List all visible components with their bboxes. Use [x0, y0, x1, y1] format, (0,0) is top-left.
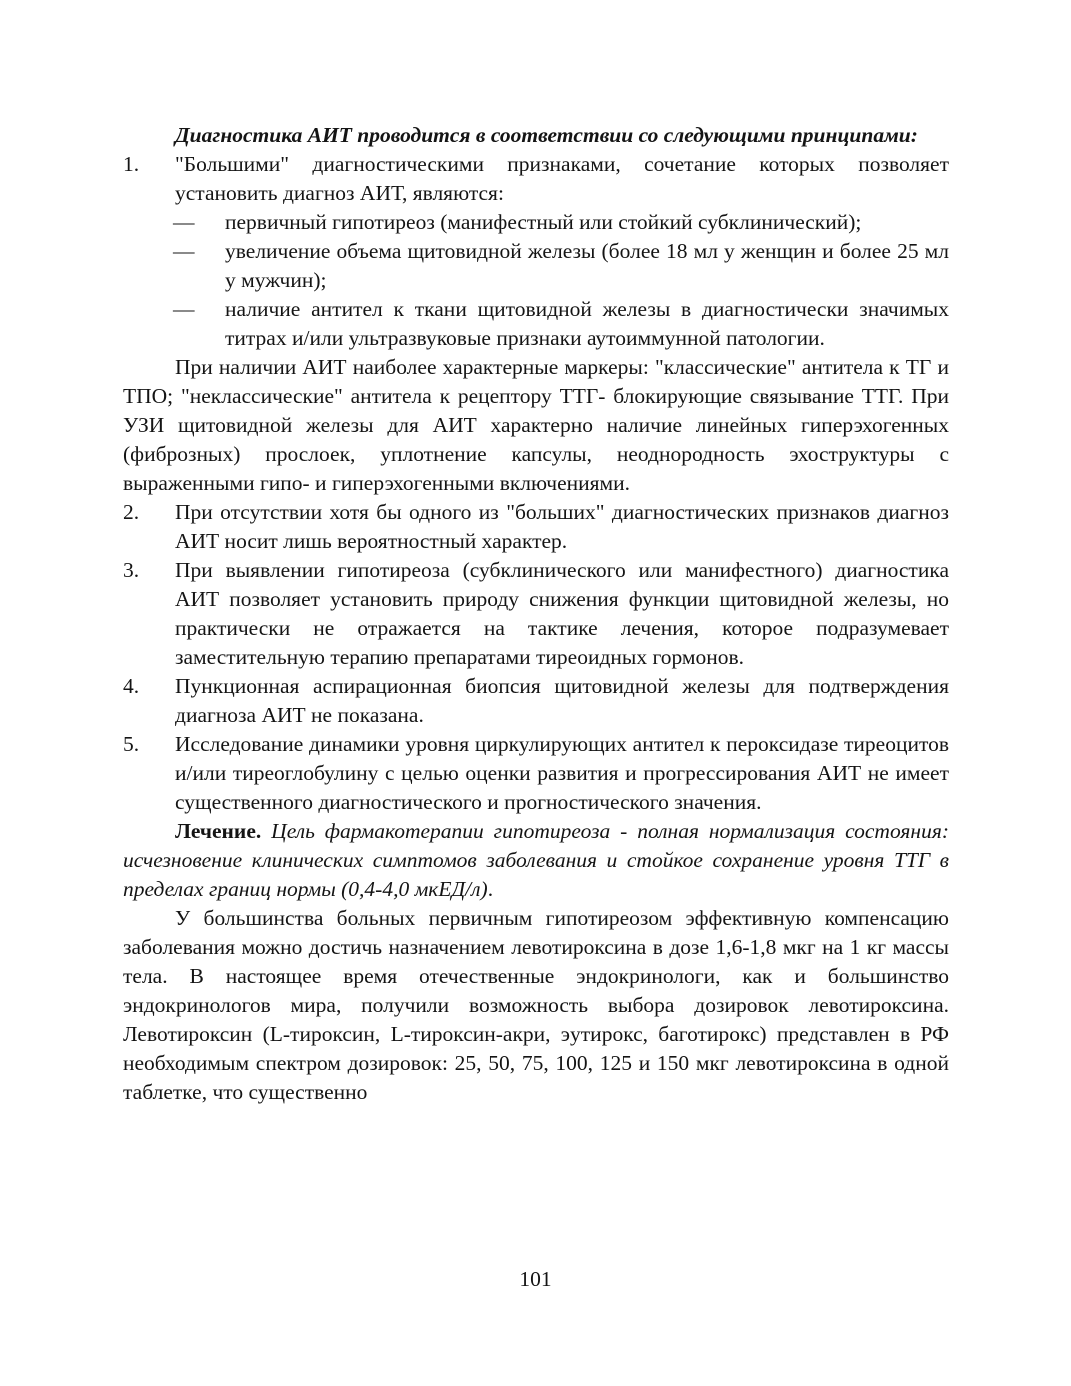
list-item-1 [123, 150, 949, 208]
list-item-text: "Большими" диагностическими признаками, сочетание которых позволяет установить диагноз АИТ, являются: [175, 152, 949, 205]
dash-item [123, 237, 949, 295]
list-item-3 [123, 556, 949, 672]
markers-paragraph: При наличии АИТ наиболее характерные маркеры: "классические" антитела к ТГ и ТПО; "неклассические" антитела к рецептору ТТГ- блокирующие связывание ТТГ. При УЗИ щитовидной железы для АИТ характерно наличие линейных гиперэхогенных (фиброзных) прослоек, уплотнение капсулы, неоднородность эхоструктуры с выраженными гипо- и гиперэхогенными включениями. [123, 355, 949, 495]
dash-item-text: увеличение объема щитовидной железы (более 18 мл у женщин и более 25 мл у мужчин); [225, 239, 949, 292]
list-item-4 [123, 672, 949, 730]
body-text [123, 121, 949, 1107]
section-heading: Диагностика АИТ проводится в соответствии со следующими принципами: [175, 123, 918, 147]
list-number: 1. [123, 152, 140, 176]
treatment-period: . [487, 877, 494, 901]
list-item-text: Исследование динамики уровня циркулирующих антител к пероксидазе тиреоцитов и/или тиреоглобулину с целью оценки развития и прогрессирования АИТ не имеет существенного диагностического и прогностического значения. [175, 732, 949, 814]
dash-marker: — [173, 239, 195, 263]
treatment-label: Лечение. [175, 819, 262, 843]
list-item-5 [123, 730, 949, 817]
list-number: 4. [123, 674, 140, 698]
dash-item-text: наличие антител к ткани щитовидной железы в диагностически значимых титрах и/или ультразвуковые признаки аутоиммунной патологии. [225, 297, 949, 350]
dash-marker: — [173, 297, 195, 321]
list-item-text: Пункционная аспирационная биопсия щитовидной железы для подтверждения диагноза АИТ не показана. [175, 674, 949, 727]
list-item-text: При отсутствии хотя бы одного из "больших" диагностических признаков диагноз АИТ носит лишь вероятностный характер. [175, 500, 949, 553]
treatment-goal: Цель фармакотерапии гипотиреоза - полная нормализация состояния: исчезновение клинических симптомов заболевания и стойкое сохранение уровня ТТГ в пределах границ нормы (0,4-4,0 мкЕД/л) [123, 819, 949, 901]
dash-item-text: первичный гипотиреоз (манифестный или стойкий субклинический); [225, 210, 862, 234]
dash-item [123, 295, 949, 353]
dosage-paragraph: У большинства больных первичным гипотиреозом эффективную компенсацию заболевания можно достичь назначением левотироксина в дозе 1,6-1,8 мкг на 1 кг массы тела. В настоящее время отечественные эндокринологи, как и большинство эндокринологов мира, получили возможность выбора дозировок левотироксина. Левотироксин (L-тироксин, L-тироксин-акри, эутирокс, баготирокс) представлен в РФ необходимым спектром дозировок: 25, 50, 75, 100, 125 и 150 мкг левотироксина в одной таблетке, что существенно [123, 906, 949, 1104]
list-number: 3. [123, 558, 140, 582]
dash-marker: — [173, 210, 195, 234]
list-item-text: При выявлении гипотиреоза (субклинического или манифестного) диагностика АИТ позволяет установить природу снижения функции щитовидной железы, но практически не отражается на тактике лечения, которое подразумевает заместительную терапию препаратами тиреоидных гормонов. [175, 558, 949, 669]
treatment-paragraph [123, 817, 949, 904]
page-number: 101 [519, 1267, 552, 1291]
dash-item [123, 208, 949, 237]
list-item-2 [123, 498, 949, 556]
list-number: 5. [123, 732, 140, 756]
list-number: 2. [123, 500, 140, 524]
